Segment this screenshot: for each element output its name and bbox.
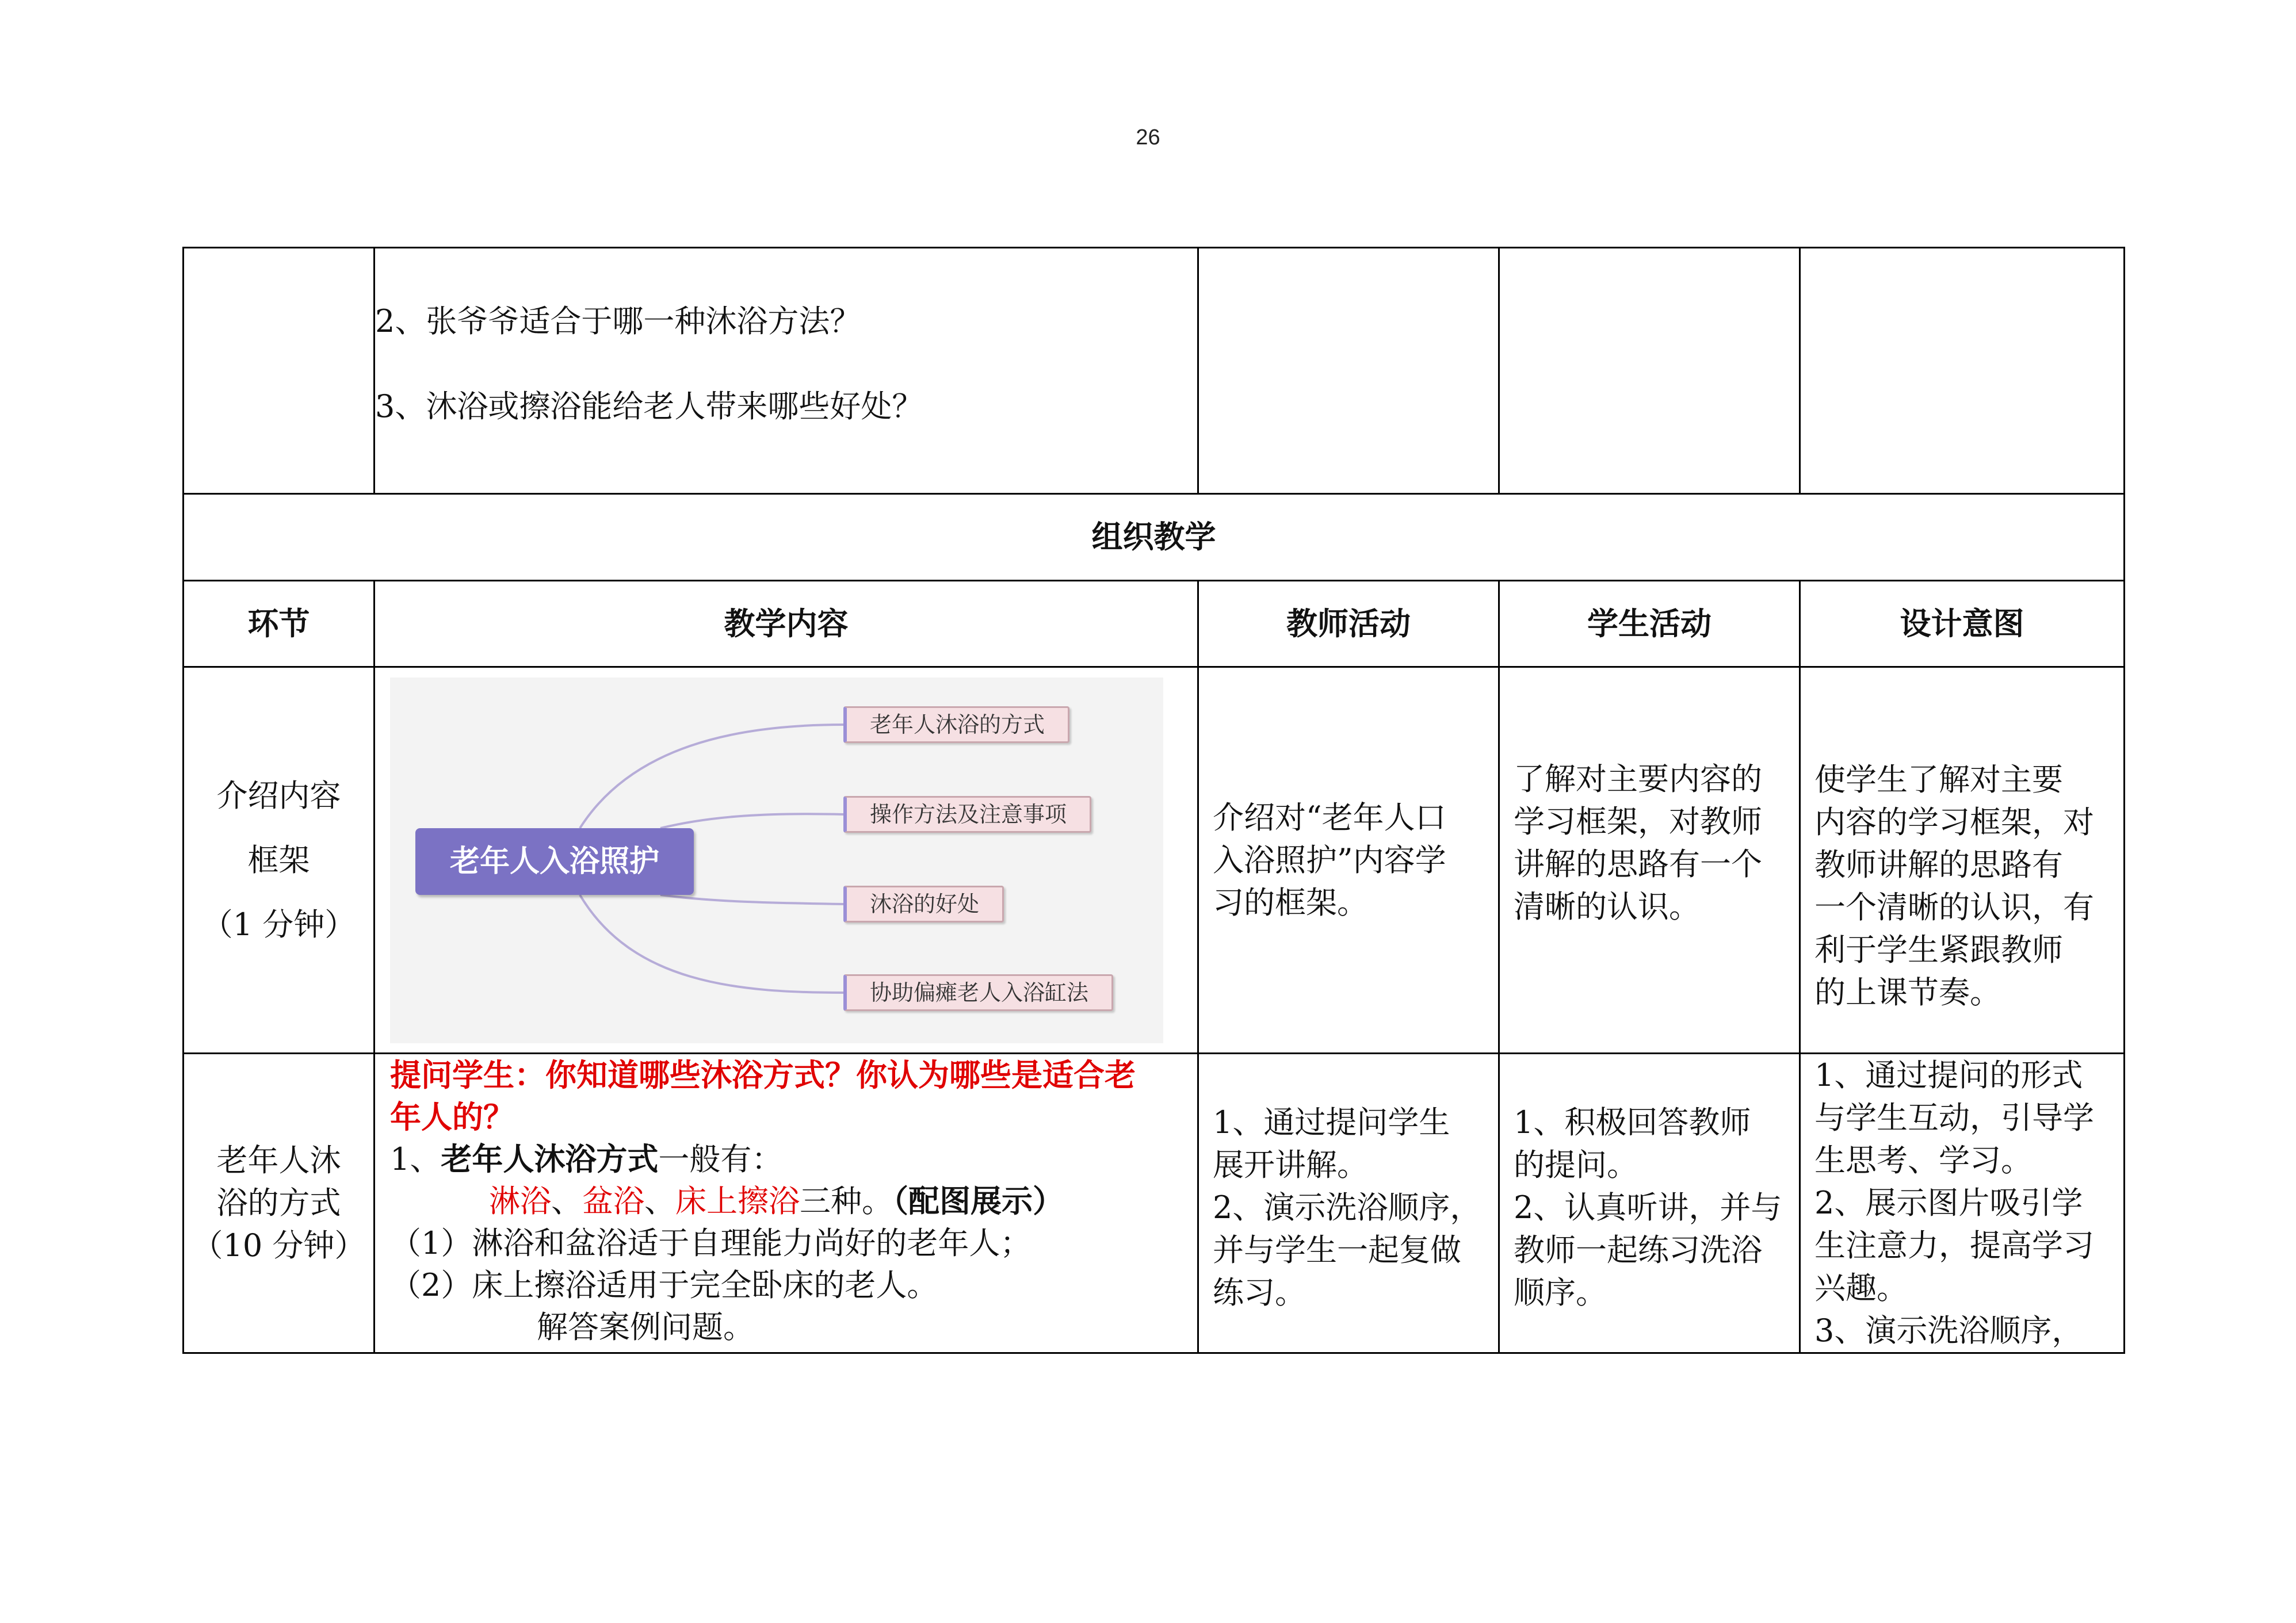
- header-row: [184, 581, 2125, 667]
- header-teacher-activity: 教师活动: [1198, 581, 1499, 667]
- bath-methods-intro-rest: 一般有：: [658, 1141, 783, 1177]
- method-tub-bath: 盆浴: [582, 1183, 644, 1219]
- bath-methods-row: [184, 1054, 2125, 1353]
- intro-student-cell: [1499, 667, 1800, 1054]
- intro-row: [184, 667, 2125, 1054]
- mindmap-branch-benefits: 沐浴的好处: [843, 886, 1004, 922]
- mindmap-branch-hemiplegia: 协助偏瘫老人入浴缸法: [843, 974, 1113, 1011]
- bath-methods-intro: [390, 1138, 1197, 1180]
- methods-intent-line5: 生注意力，提高学习: [1814, 1227, 2094, 1264]
- intro-student-text: [1514, 758, 1785, 928]
- empty-teacher-cell: [1198, 248, 1499, 494]
- intro-teacher-line2: 入浴照护”内容学: [1213, 841, 1446, 878]
- methods-student-line3: 2、认真听讲，并与: [1514, 1189, 1782, 1226]
- methods-teacher-line2: 展开讲解。: [1213, 1147, 1368, 1183]
- methods-intent-line6: 兴趣。: [1814, 1270, 1908, 1306]
- bath-methods-list: [390, 1180, 1197, 1222]
- intro-intent-line5: 利于学生紧跟教师: [1814, 931, 2063, 968]
- method-bed-bath: 床上擦浴: [675, 1183, 800, 1219]
- intro-intent-line3: 教师讲解的思路有: [1814, 846, 2063, 883]
- lesson-plan-table: [182, 247, 2125, 1354]
- intro-student-line2: 学习框架，对教师: [1514, 803, 1762, 840]
- method-note-1: （1）淋浴和盆浴适于自理能力尚好的老年人；: [390, 1225, 1032, 1261]
- question-prompt-line1: 提问学生：你知道哪些沐浴方式？你认为哪些是适合老: [390, 1057, 1136, 1093]
- methods-content-cell: [375, 1054, 1198, 1353]
- intro-intent-text: [1814, 759, 2110, 1014]
- connector-2: [660, 814, 843, 828]
- case-answer-note: 解答案例问题。: [537, 1309, 754, 1345]
- methods-intent-line4: 2、展示图片吸引学: [1814, 1185, 2083, 1221]
- intro-teacher-text: [1213, 797, 1484, 924]
- methods-student-line1: 1、积极回答教师: [1514, 1104, 1751, 1140]
- methods-stage-line1: 老年人沐: [216, 1142, 341, 1178]
- method-note-2: （2）床上擦浴适用于完全卧床的老人。: [390, 1267, 938, 1303]
- intro-intent-cell: [1800, 667, 2125, 1054]
- case-questions-cell: [375, 248, 1198, 494]
- intro-stage-line1: 介绍内容: [216, 777, 341, 814]
- case-questions-row: [184, 248, 2125, 494]
- methods-teacher-cell: [1198, 1054, 1499, 1353]
- methods-intent-line3: 生思考、学习。: [1814, 1142, 2032, 1178]
- methods-teacher-line3: 2、演示洗浴顺序，: [1213, 1189, 1481, 1226]
- intro-teacher-line3: 习的框架。: [1213, 884, 1368, 921]
- methods-student-line5: 顺序。: [1514, 1274, 1607, 1311]
- bath-methods-term: 老年人沐浴方式: [441, 1141, 659, 1177]
- intro-teacher-line1: 介绍对“老年人口: [1213, 799, 1446, 836]
- methods-stage-label: [184, 1139, 373, 1267]
- methods-stage-duration: （10 分钟）: [192, 1227, 366, 1264]
- mindmap-branch-procedure: 操作方法及注意事项: [843, 796, 1091, 833]
- intro-stage-line2: 框架: [247, 841, 310, 878]
- empty-student-cell: [1499, 248, 1800, 494]
- methods-student-line4: 教师一起练习洗浴: [1514, 1232, 1762, 1268]
- methods-student-line2: 的提问。: [1514, 1147, 1638, 1183]
- intro-student-line4: 清晰的认识。: [1514, 888, 1700, 925]
- methods-stage-cell: [184, 1054, 375, 1353]
- bath-methods-count: 三种。: [800, 1183, 893, 1219]
- methods-teacher-line1: 1、通过提问学生: [1213, 1104, 1450, 1140]
- methods-student-cell: [1499, 1054, 1800, 1353]
- methods-intent-text: [1814, 1054, 2110, 1352]
- page-number: 26: [1136, 125, 1160, 150]
- methods-intent-line2: 与学生互动，引导学: [1814, 1100, 2094, 1136]
- intro-student-line3: 讲解的思路有一个: [1514, 845, 1762, 882]
- mindmap-branch-bath-methods: 老年人沐浴的方式: [843, 706, 1069, 743]
- methods-stage-line2: 浴的方式: [216, 1185, 341, 1221]
- header-design-intent: 设计意图: [1800, 581, 2125, 667]
- intro-teacher-cell: [1198, 667, 1499, 1054]
- intro-intent-line6: 的上课节奏。: [1814, 974, 2001, 1010]
- intro-intent-line1: 使学生了解对主要: [1814, 761, 2063, 798]
- connector-1: [580, 725, 843, 828]
- header-content: 教学内容: [375, 581, 1198, 667]
- connector-3: [660, 895, 843, 904]
- intro-intent-line4: 一个清晰的认识，有: [1814, 889, 2094, 925]
- empty-stage-cell: [184, 248, 375, 494]
- mindmap-cell: [375, 667, 1198, 1054]
- intro-student-line1: 了解对主要内容的: [1514, 760, 1762, 797]
- methods-intent-line7: 3、演示洗浴顺序，: [1814, 1312, 2083, 1349]
- methods-intent-cell: [1800, 1054, 2125, 1353]
- header-stage: 环节: [184, 581, 375, 667]
- methods-student-text: [1514, 1101, 1785, 1314]
- methods-teacher-line4: 并与学生一起复做: [1213, 1232, 1461, 1268]
- question-prompt-line2: 年人的？: [390, 1099, 514, 1135]
- section-title: 组织教学: [184, 494, 2125, 581]
- mindmap: [390, 677, 1163, 1043]
- intro-stage-duration: （1 分钟）: [201, 906, 356, 943]
- bath-methods-intro-number: 1、: [390, 1141, 441, 1177]
- section-title-row: [184, 494, 2125, 581]
- header-student-activity: 学生活动: [1499, 581, 1800, 667]
- image-display-note: （配图展示）: [893, 1183, 1064, 1219]
- empty-intent-cell: [1800, 248, 2125, 494]
- methods-intent-line1: 1、通过提问的形式: [1814, 1057, 2083, 1093]
- connector-4: [580, 895, 843, 993]
- methods-teacher-line5: 练习。: [1213, 1274, 1306, 1311]
- question-3: 3、沐浴或擦浴能给老人带来哪些好处？: [375, 388, 923, 424]
- method-shower: 淋浴: [489, 1183, 551, 1219]
- mindmap-root-node: 老年人入浴照护: [415, 828, 694, 895]
- methods-teacher-text: [1213, 1101, 1484, 1314]
- method-separator-1: 、: [551, 1183, 582, 1219]
- intro-stage-cell: [184, 667, 375, 1054]
- method-separator-2: 、: [644, 1183, 675, 1219]
- intro-stage-label: [184, 764, 373, 957]
- question-2: 2、张爷爷适合于哪一种沐浴方法？: [375, 303, 861, 339]
- intro-intent-line2: 内容的学习框架，对: [1814, 803, 2094, 840]
- question-prompt: [390, 1054, 1197, 1138]
